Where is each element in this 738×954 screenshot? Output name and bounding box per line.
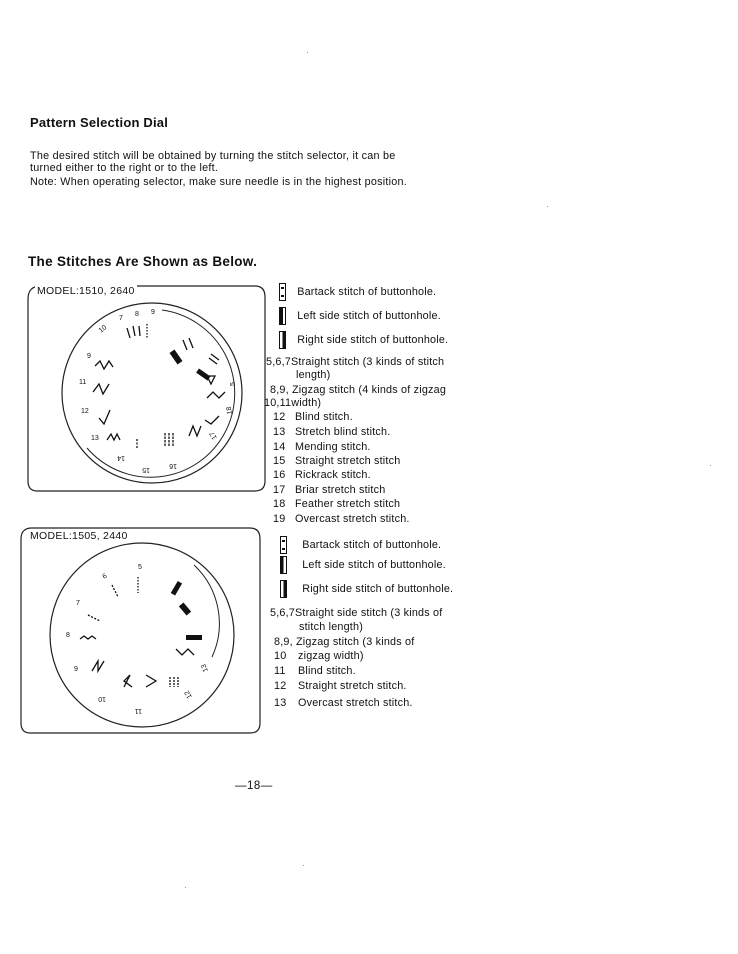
legend-a-row-14 — [273, 498, 400, 510]
bartack-buttonhole-icon — [279, 283, 286, 301]
svg-text:15: 15 — [142, 466, 150, 473]
left-buttonhole-icon — [279, 307, 286, 325]
legend-a-text-15: Overcast stretch stitch. — [295, 513, 410, 525]
legend-b-row-3 — [280, 580, 453, 598]
legend-b-num-7: 10 — [274, 650, 287, 662]
intro-line-1: The desired stitch will be obtained by turning the stitch selector, it can be — [30, 150, 396, 162]
legend-a-num-13: 17 — [273, 484, 286, 496]
svg-text:16: 16 — [169, 462, 177, 469]
legend-a-text-8: Blind stitch. — [295, 411, 353, 423]
svg-text:14: 14 — [117, 454, 125, 461]
legend-b-text-1: Bartack stitch of buttonhole. — [302, 538, 442, 551]
svg-text:11: 11 — [134, 707, 142, 714]
legend-a-row-11 — [273, 455, 400, 467]
legend-a-num-8: 12 — [273, 411, 286, 423]
legend-a-num-6: 8,9, — [270, 384, 289, 396]
svg-text:10: 10 — [97, 324, 109, 335]
svg-text:17: 17 — [208, 430, 219, 441]
legend-a-num-14: 18 — [273, 498, 286, 510]
legend-a-text-14: Feather stretch stitch — [295, 498, 401, 510]
intro-paragraph — [30, 149, 407, 190]
model-b-legend — [268, 536, 498, 716]
section-title: Pattern Selection Dial — [30, 115, 169, 130]
legend-b-row-7 — [274, 650, 364, 662]
intro-line-3: Note: When operating selector, make sure needle is in the highest position. — [30, 176, 408, 188]
svg-text:8: 8 — [66, 632, 70, 639]
legend-b-text-4: Straight side stitch (3 kinds of — [295, 607, 443, 619]
svg-text:5: 5 — [138, 564, 142, 571]
intro-line-2: turned either to the right or to the left. — [30, 162, 219, 174]
legend-b-text-7: zigzag width) — [298, 650, 364, 662]
legend-a-text-6: Zigzag stitch (4 kinds of zigzag — [292, 384, 447, 396]
legend-a-row-1 — [279, 283, 436, 301]
svg-text:13: 13 — [91, 435, 99, 442]
legend-b-row-2 — [280, 556, 446, 574]
right-buttonhole-icon — [279, 331, 286, 349]
legend-b-row-9 — [274, 680, 407, 692]
legend-a-row-9 — [273, 426, 390, 438]
model-b-panel — [20, 527, 260, 732]
legend-a-text-4: Straight stitch (3 kinds of stitch — [291, 356, 445, 368]
model-a-panel — [27, 285, 265, 490]
legend-a-num-4: 5,6,7 — [266, 356, 292, 368]
legend-b-text-3: Right side stitch of buttonhole. — [302, 582, 454, 595]
legend-b-row-8 — [274, 665, 356, 677]
legend-a-text-12: Rickrack stitch. — [295, 469, 371, 481]
legend-a-num-11: 15 — [273, 455, 286, 467]
svg-text:11: 11 — [79, 379, 87, 386]
svg-text:13: 13 — [200, 662, 210, 673]
svg-text:12: 12 — [183, 689, 194, 700]
legend-a-row-4 — [266, 356, 444, 368]
legend-b-text-6: Zigzag stitch (3 kinds of — [296, 636, 415, 648]
legend-b-text-10: Overcast stretch stitch. — [298, 697, 413, 709]
svg-text:6: 6 — [101, 572, 109, 581]
legend-a-row-12 — [273, 469, 371, 481]
legend-a-text-1: Bartack stitch of buttonhole. — [297, 285, 437, 298]
model-a-label: MODEL:1510, 2640 — [37, 285, 135, 297]
svg-text:9: 9 — [74, 666, 78, 673]
legend-a-text-11: Straight stretch stitch — [295, 455, 401, 467]
subsection-title: The Stitches Are Shown as Below. — [28, 254, 258, 269]
legend-a-num-9: 13 — [273, 426, 286, 438]
svg-text:18: 18 — [225, 405, 234, 415]
legend-b-row-1 — [280, 536, 441, 554]
svg-text:5: 5 — [230, 382, 237, 386]
legend-a-text-9: Stretch blind stitch. — [295, 426, 391, 438]
legend-a-text-10: Mending stitch. — [295, 441, 371, 453]
svg-text:10: 10 — [98, 695, 106, 702]
model-b-label: MODEL:1505, 2440 — [30, 530, 128, 542]
legend-b-row-4 — [270, 607, 442, 619]
legend-a-text-3: Right side stitch of buttonhole. — [297, 333, 449, 346]
legend-b-num-9: 12 — [274, 680, 287, 692]
legend-b-text-8: Blind stitch. — [298, 665, 356, 677]
legend-a-num-12: 16 — [273, 469, 286, 481]
legend-b-num-8: 11 — [274, 665, 286, 677]
legend-a-text-2: Left side stitch of buttonhole. — [297, 309, 441, 322]
svg-text:9: 9 — [87, 353, 91, 360]
legend-b-num-6: 8,9, — [274, 636, 293, 648]
legend-a-row-3 — [279, 331, 448, 349]
legend-b-text-2: Left side stitch of buttonhole. — [302, 558, 446, 571]
legend-a-row-15 — [273, 513, 410, 525]
legend-a-text-13: Briar stretch stitch — [295, 484, 386, 496]
bartack-buttonhole-icon — [280, 536, 287, 554]
legend-a-row-13 — [273, 484, 385, 496]
legend-a-num-10: 14 — [273, 441, 286, 453]
legend-a-row-8 — [273, 411, 353, 423]
svg-text:7: 7 — [76, 600, 80, 607]
legend-b-row-5 — [299, 621, 363, 633]
legend-a-row-10 — [273, 441, 371, 453]
svg-text:12: 12 — [81, 408, 89, 415]
legend-a-num-15: 19 — [273, 513, 286, 525]
legend-b-text-5: stitch length) — [299, 621, 364, 633]
legend-b-text-9: Straight stretch stitch. — [298, 680, 407, 692]
svg-text:7: 7 — [119, 315, 123, 322]
legend-a-text-7: width) — [291, 397, 322, 409]
legend-b-num-4: 5,6,7 — [270, 607, 296, 619]
legend-b-row-10 — [274, 697, 413, 709]
legend-b-num-10: 13 — [274, 697, 287, 709]
legend-a-row-7 — [264, 397, 321, 409]
legend-a-row-2 — [279, 307, 441, 325]
svg-text:8: 8 — [135, 311, 139, 318]
right-buttonhole-icon — [280, 580, 287, 598]
model-a-dial — [57, 298, 247, 488]
legend-a-text-5: length) — [296, 369, 331, 381]
model-a-legend — [266, 283, 496, 531]
left-buttonhole-icon — [280, 556, 287, 574]
legend-a-row-6 — [270, 384, 446, 396]
legend-a-row-5 — [296, 369, 330, 381]
svg-text:9: 9 — [151, 309, 155, 316]
legend-b-row-6 — [274, 636, 414, 648]
legend-a-num-7: 10,11 — [264, 397, 292, 409]
page-number: —18— — [235, 780, 273, 792]
model-b-dial — [44, 537, 240, 733]
